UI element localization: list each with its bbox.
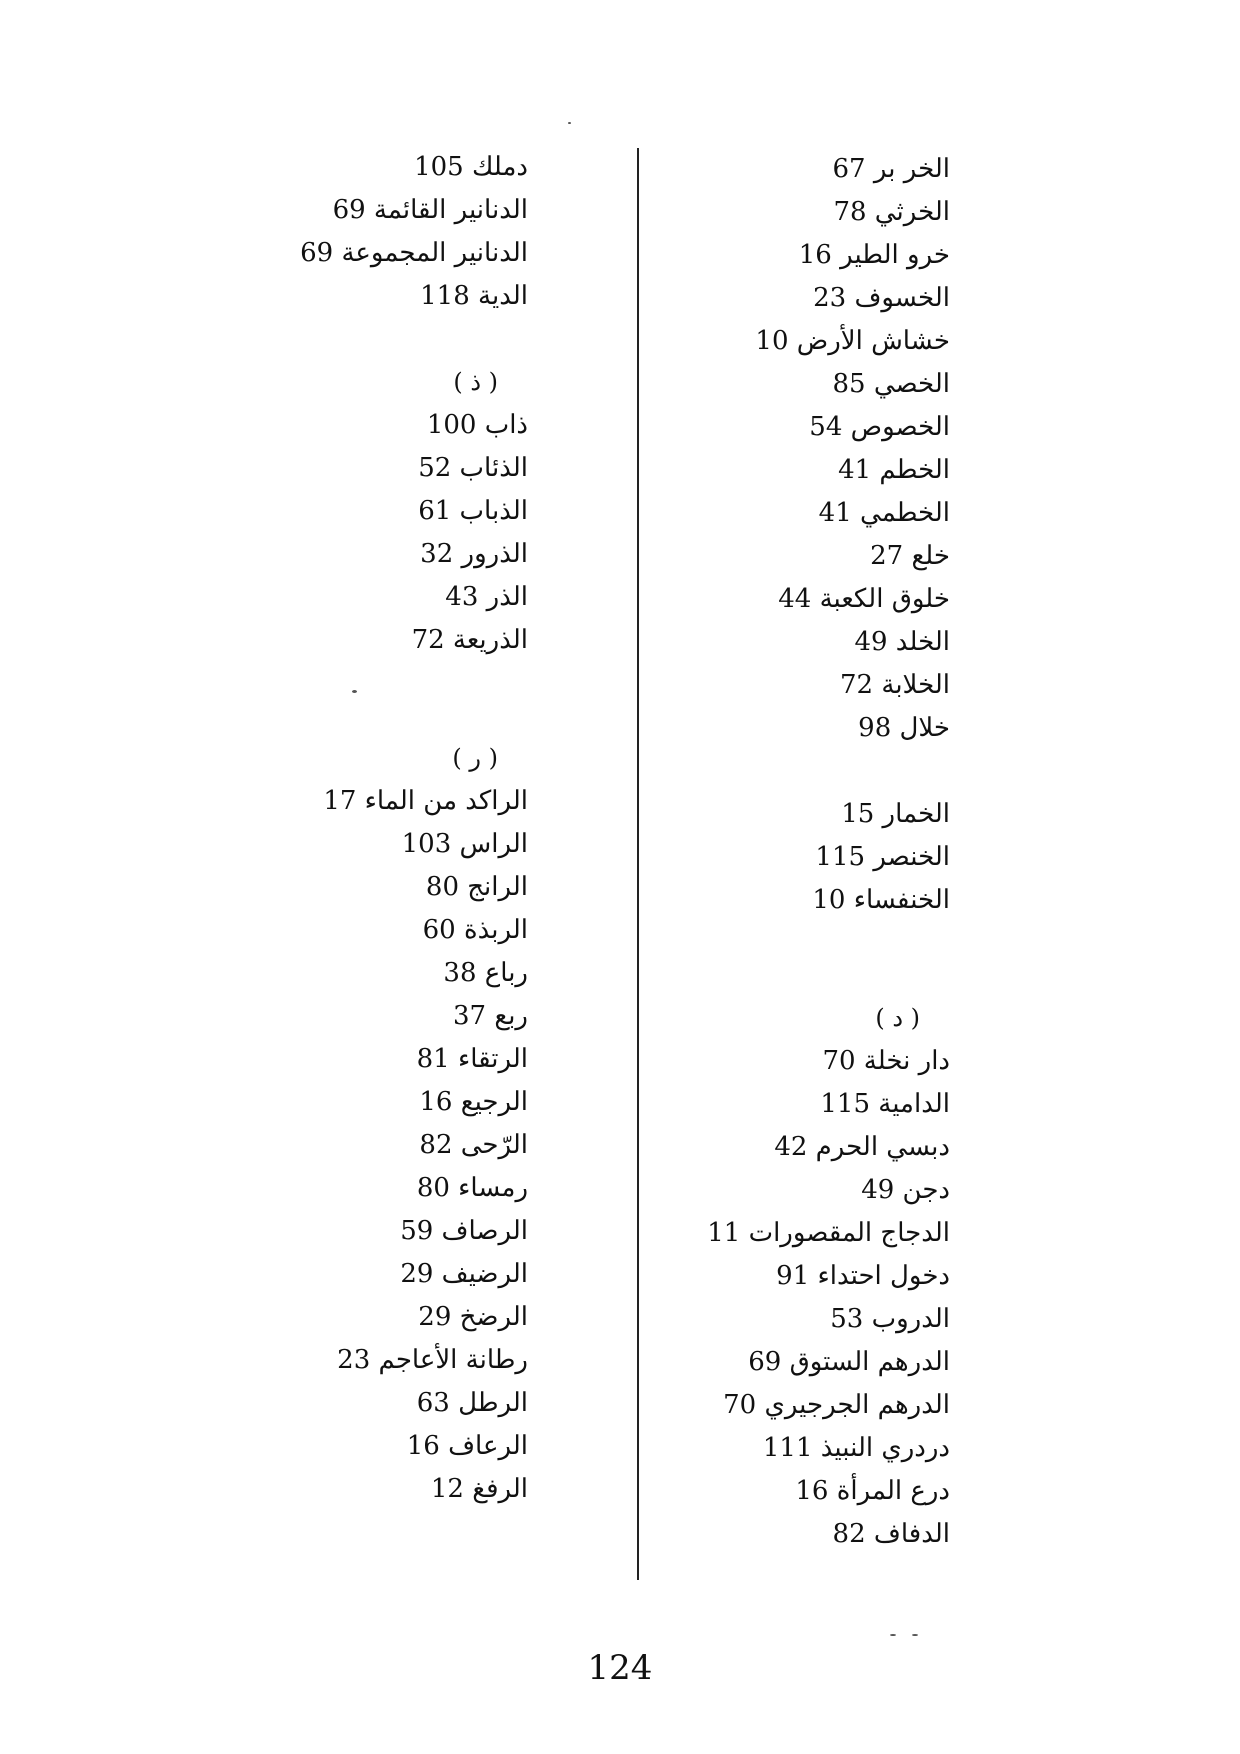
index-entry: الرجيع 16 (419, 1087, 528, 1117)
index-entry: الرعاف 16 (406, 1431, 528, 1461)
index-entry: الذباب 61 (418, 496, 528, 526)
index-entry: الرفغ 12 (430, 1474, 528, 1504)
index-entry: رمساء 80 (416, 1173, 528, 1203)
index-entry: الرتقاء 81 (416, 1044, 528, 1074)
index-entry: الخرثي 78 (833, 197, 950, 227)
index-entry: خلع 27 (870, 541, 950, 571)
index-entry: الخمار 15 (841, 799, 950, 829)
index-entry: الدرهم الجرجيري 70 (723, 1390, 950, 1420)
spacer (108, 318, 528, 361)
index-entry: الخلد 49 (854, 627, 950, 657)
index-entry: الرصاف 59 (400, 1216, 528, 1246)
section-heading-dal: ( د ) (875, 1004, 920, 1032)
index-entry: رباع 38 (443, 958, 528, 988)
index-entry: الخصي 85 (832, 369, 950, 399)
index-entry: الدجاج المقصورات 11 (707, 1218, 950, 1248)
left-column (108, 146, 528, 1511)
index-entry: دجن 49 (861, 1175, 950, 1205)
index-entry: الرانج 80 (425, 872, 528, 902)
index-entry: الراكد من الماء 17 (323, 786, 528, 816)
scan-speck (890, 1634, 896, 1636)
index-entry: الدية 118 (420, 281, 528, 311)
section-heading-ra: ( ر ) (452, 744, 498, 772)
index-entry: الخنصر 115 (815, 842, 950, 872)
index-entry: رطانة الأعاجم 23 (337, 1345, 528, 1375)
index-entry: الخطم 41 (838, 455, 950, 485)
spacer (530, 965, 950, 997)
spacer (530, 922, 950, 965)
index-entry: الدفاف 82 (832, 1519, 950, 1549)
column-divider (637, 148, 639, 1580)
section-heading-dhal: ( ذ ) (453, 368, 498, 396)
spacer (530, 750, 950, 793)
index-entry: ربع 37 (453, 1001, 528, 1031)
index-entry: الخصوص 54 (809, 412, 950, 442)
spacer (108, 705, 528, 737)
index-entry: ذاب 100 (426, 410, 528, 440)
index-entry: الدامية 115 (820, 1089, 950, 1119)
index-entry: الذرور 32 (420, 539, 528, 569)
index-entry: الذئاب 52 (418, 453, 528, 483)
spacer (108, 662, 528, 705)
index-entry: الربذة 60 (422, 915, 528, 945)
index-entry: الخلابة 72 (840, 670, 950, 700)
index-entry: درع المرأة 16 (795, 1476, 950, 1506)
scan-speck (912, 1634, 918, 1636)
scan-speck (568, 122, 571, 124)
index-entry: دخول احتداء 91 (776, 1261, 950, 1291)
index-entry: الدنانير القائمة 69 (332, 195, 528, 225)
index-entry: خلوق الكعبة 44 (778, 584, 950, 614)
index-entry: دملك 105 (414, 152, 528, 182)
index-entry: الرطل 63 (416, 1388, 528, 1418)
index-entry: الدرهم الستوق 69 (748, 1347, 950, 1377)
index-entry: الرضيف 29 (400, 1259, 528, 1289)
index-entry: خشاش الأرض 10 (755, 326, 950, 356)
index-entry: الخنفساء 10 (812, 885, 950, 915)
index-entry: الذر 43 (445, 582, 528, 612)
index-entry: دبسي الحرم 42 (774, 1132, 950, 1162)
index-entry: الدنانير المجموعة 69 (300, 238, 528, 268)
index-entry: الراس 103 (401, 829, 528, 859)
index-entry: الدروب 53 (830, 1304, 950, 1334)
index-entry: خرو الطير 16 (798, 240, 950, 270)
index-entry: الخسوف 23 (813, 283, 950, 313)
index-entry: الخطمي 41 (818, 498, 950, 528)
right-column (530, 148, 950, 1556)
index-entry: الذريعة 72 (411, 625, 528, 655)
index-entry: الرضخ 29 (418, 1302, 528, 1332)
index-entry: الرّحى 82 (419, 1130, 528, 1160)
index-entry: الخر بر 67 (832, 154, 950, 184)
index-entry: خلال 98 (858, 713, 950, 743)
index-entry: دار نخلة 70 (822, 1046, 950, 1076)
scan-speck (352, 690, 357, 693)
index-entry: دردري النبيذ 111 (762, 1433, 950, 1463)
page-number: 124 (587, 1648, 653, 1688)
